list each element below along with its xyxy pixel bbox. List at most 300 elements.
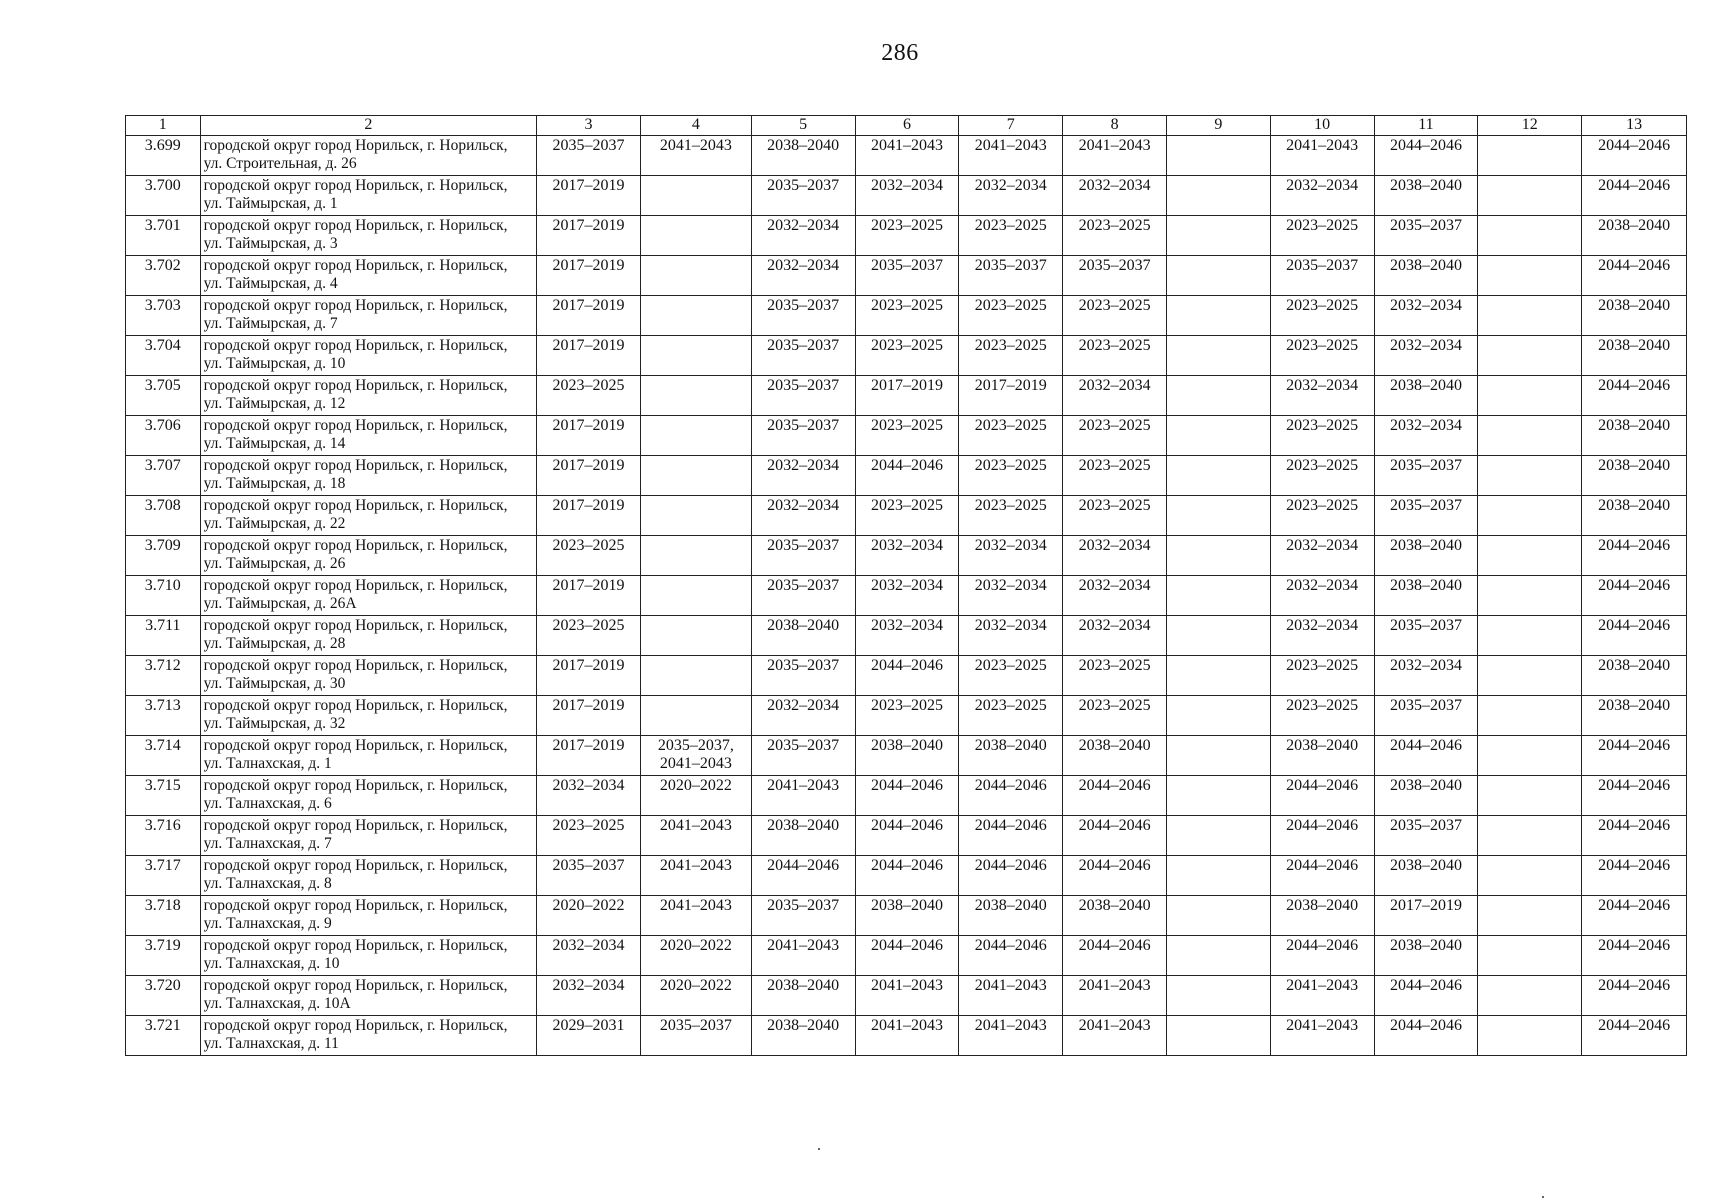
address-line-1: городской округ город Норильск, г. Норильск, bbox=[203, 217, 508, 234]
period-cell-12 bbox=[1478, 336, 1582, 376]
row-number: 3.715 bbox=[126, 776, 201, 816]
period-cell-13: 2044–2046 bbox=[1582, 936, 1687, 976]
period-cell-12 bbox=[1478, 1016, 1582, 1056]
header-row bbox=[126, 116, 1687, 136]
table-row bbox=[126, 856, 1687, 896]
period-cell-9 bbox=[1166, 976, 1270, 1016]
period-cell-9 bbox=[1166, 776, 1270, 816]
address-line-1: городской округ город Норильск, г. Норильск, bbox=[203, 1017, 508, 1034]
period-cell-5: 2035–2037 bbox=[751, 296, 855, 336]
period-cell-12 bbox=[1478, 216, 1582, 256]
period-cell-9 bbox=[1166, 536, 1270, 576]
period-cell-10: 2023–2025 bbox=[1270, 496, 1374, 536]
address-line-2: ул. Таймырская, д. 14 bbox=[203, 435, 346, 452]
period-cell-8: 2023–2025 bbox=[1063, 656, 1167, 696]
address-line-1: городской округ город Норильск, г. Норильск, bbox=[203, 177, 508, 194]
address-line-2: ул. Таймырская, д. 26 bbox=[203, 555, 346, 572]
table-row bbox=[126, 816, 1687, 856]
address-line-2: ул. Талнахская, д. 1 bbox=[203, 755, 332, 772]
address-cell bbox=[200, 176, 537, 216]
period-cell-4 bbox=[640, 176, 751, 216]
period-cell-12 bbox=[1478, 256, 1582, 296]
period-cell-7: 2032–2034 bbox=[959, 616, 1063, 656]
period-cell-8: 2044–2046 bbox=[1063, 776, 1167, 816]
period-cell-6: 2044–2046 bbox=[855, 456, 959, 496]
address-line-1: городской округ город Норильск, г. Норильск, bbox=[203, 137, 508, 154]
address-line-2: ул. Таймырская, д. 26А bbox=[203, 595, 357, 612]
period-cell-13: 2044–2046 bbox=[1582, 1016, 1687, 1056]
period-cell-6: 2023–2025 bbox=[855, 216, 959, 256]
period-cell-3: 2017–2019 bbox=[537, 336, 641, 376]
address-cell bbox=[200, 216, 537, 256]
table-row bbox=[126, 1016, 1687, 1056]
period-cell-8: 2023–2025 bbox=[1063, 296, 1167, 336]
period-cell-4: 2020–2022 bbox=[640, 936, 751, 976]
period-cell-13: 2044–2046 bbox=[1582, 376, 1687, 416]
period-cell-12 bbox=[1478, 736, 1582, 776]
period-cell-5: 2038–2040 bbox=[751, 816, 855, 856]
table-header bbox=[126, 116, 1687, 136]
period-cell-12 bbox=[1478, 376, 1582, 416]
period-cell-6: 2038–2040 bbox=[855, 896, 959, 936]
address-line-2: ул. Таймырская, д. 4 bbox=[203, 275, 338, 292]
period-cell-6: 2044–2046 bbox=[855, 656, 959, 696]
address-cell bbox=[200, 336, 537, 376]
period-cell-10: 2032–2034 bbox=[1270, 176, 1374, 216]
period-cell-12 bbox=[1478, 456, 1582, 496]
period-cell-8: 2032–2034 bbox=[1063, 576, 1167, 616]
period-cell-4: 2041–2043 bbox=[640, 856, 751, 896]
address-line-2: ул. Строительная, д. 26 bbox=[203, 155, 357, 172]
period-cell-11: 2038–2040 bbox=[1374, 576, 1478, 616]
period-cell-8: 2023–2025 bbox=[1063, 216, 1167, 256]
address-line-2: ул. Талнахская, д. 9 bbox=[203, 915, 332, 932]
row-number: 3.711 bbox=[126, 616, 201, 656]
period-cell-7: 2032–2034 bbox=[959, 536, 1063, 576]
period-cell-5: 2035–2037 bbox=[751, 896, 855, 936]
column-header-5: 5 bbox=[751, 116, 855, 136]
period-cell-3: 2035–2037 bbox=[537, 856, 641, 896]
address-line-2: ул. Таймырская, д. 30 bbox=[203, 675, 346, 692]
period-cell-3: 2017–2019 bbox=[537, 456, 641, 496]
row-number: 3.701 bbox=[126, 216, 201, 256]
period-cell-12 bbox=[1478, 976, 1582, 1016]
row-number: 3.719 bbox=[126, 936, 201, 976]
period-cell-4: 2035–2037 bbox=[640, 1016, 751, 1056]
address-cell bbox=[200, 896, 537, 936]
column-header-3: 3 bbox=[537, 116, 641, 136]
address-line-1: городской округ город Норильск, г. Норильск, bbox=[203, 337, 508, 354]
period-cell-10: 2041–2043 bbox=[1270, 136, 1374, 176]
period-cell-4 bbox=[640, 336, 751, 376]
period-cell-9 bbox=[1166, 936, 1270, 976]
row-number: 3.720 bbox=[126, 976, 201, 1016]
period-cell-13: 2038–2040 bbox=[1582, 296, 1687, 336]
period-cell-6: 2023–2025 bbox=[855, 496, 959, 536]
period-cell-3: 2020–2022 bbox=[537, 896, 641, 936]
period-cell-7: 2023–2025 bbox=[959, 696, 1063, 736]
period-cell-10: 2023–2025 bbox=[1270, 696, 1374, 736]
address-cell bbox=[200, 296, 537, 336]
address-line-1: городской округ город Норильск, г. Норильск, bbox=[203, 537, 508, 554]
row-number: 3.703 bbox=[126, 296, 201, 336]
period-cell-11: 2032–2034 bbox=[1374, 416, 1478, 456]
period-cell-3: 2023–2025 bbox=[537, 536, 641, 576]
column-header-8: 8 bbox=[1063, 116, 1167, 136]
period-cell-8: 2032–2034 bbox=[1063, 376, 1167, 416]
period-cell-11: 2032–2034 bbox=[1374, 336, 1478, 376]
address-cell bbox=[200, 776, 537, 816]
period-cell-3: 2035–2037 bbox=[537, 136, 641, 176]
period-cell-7: 2023–2025 bbox=[959, 336, 1063, 376]
address-cell bbox=[200, 496, 537, 536]
period-cell-10: 2032–2034 bbox=[1270, 616, 1374, 656]
period-cell-11: 2038–2040 bbox=[1374, 536, 1478, 576]
period-cell-10: 2035–2037 bbox=[1270, 256, 1374, 296]
period-cell-9 bbox=[1166, 136, 1270, 176]
period-cell-9 bbox=[1166, 296, 1270, 336]
period-cell-8: 2023–2025 bbox=[1063, 696, 1167, 736]
column-header-7: 7 bbox=[959, 116, 1063, 136]
period-cell-7: 2023–2025 bbox=[959, 496, 1063, 536]
period-cell-5: 2035–2037 bbox=[751, 416, 855, 456]
period-cell-3: 2032–2034 bbox=[537, 976, 641, 1016]
column-header-13: 13 bbox=[1582, 116, 1687, 136]
table-row bbox=[126, 416, 1687, 456]
period-cell-7: 2023–2025 bbox=[959, 296, 1063, 336]
period-cell-12 bbox=[1478, 576, 1582, 616]
address-cell bbox=[200, 696, 537, 736]
period-line-2: 2041–2043 bbox=[659, 755, 732, 772]
address-cell bbox=[200, 256, 537, 296]
address-line-1: городской округ город Норильск, г. Норильск, bbox=[203, 497, 508, 514]
period-cell-6: 2032–2034 bbox=[855, 536, 959, 576]
address-line-2: ул. Талнахская, д. 6 bbox=[203, 795, 332, 812]
period-cell-13: 2044–2046 bbox=[1582, 976, 1687, 1016]
period-cell-5: 2038–2040 bbox=[751, 616, 855, 656]
page-number: 286 bbox=[881, 40, 919, 66]
address-line-2: ул. Таймырская, д. 22 bbox=[203, 515, 346, 532]
period-cell-13: 2038–2040 bbox=[1582, 456, 1687, 496]
period-cell-3: 2032–2034 bbox=[537, 776, 641, 816]
period-cell-11: 2035–2037 bbox=[1374, 816, 1478, 856]
period-cell-4 bbox=[640, 536, 751, 576]
period-cell-7: 2032–2034 bbox=[959, 176, 1063, 216]
period-cell-4 bbox=[640, 736, 751, 776]
period-cell-9 bbox=[1166, 736, 1270, 776]
table-row bbox=[126, 296, 1687, 336]
period-cell-5: 2035–2037 bbox=[751, 176, 855, 216]
period-cell-11: 2038–2040 bbox=[1374, 936, 1478, 976]
period-cell-10: 2032–2034 bbox=[1270, 536, 1374, 576]
address-cell bbox=[200, 536, 537, 576]
address-cell bbox=[200, 936, 537, 976]
period-cell-8: 2023–2025 bbox=[1063, 456, 1167, 496]
table-row bbox=[126, 696, 1687, 736]
period-cell-6: 2041–2043 bbox=[855, 136, 959, 176]
period-cell-9 bbox=[1166, 496, 1270, 536]
address-cell bbox=[200, 616, 537, 656]
row-number: 3.709 bbox=[126, 536, 201, 576]
period-cell-13: 2038–2040 bbox=[1582, 216, 1687, 256]
period-cell-3: 2017–2019 bbox=[537, 296, 641, 336]
period-cell-6: 2032–2034 bbox=[855, 616, 959, 656]
period-cell-6: 2044–2046 bbox=[855, 776, 959, 816]
period-cell-8: 2044–2046 bbox=[1063, 816, 1167, 856]
period-cell-4: 2041–2043 bbox=[640, 816, 751, 856]
period-cell-12 bbox=[1478, 496, 1582, 536]
period-cell-6: 2032–2034 bbox=[855, 576, 959, 616]
address-line-1: городской округ город Норильск, г. Норильск, bbox=[203, 617, 508, 634]
period-cell-3: 2017–2019 bbox=[537, 256, 641, 296]
row-number: 3.718 bbox=[126, 896, 201, 936]
period-cell-8: 2032–2034 bbox=[1063, 176, 1167, 216]
row-number: 3.710 bbox=[126, 576, 201, 616]
period-cell-10: 2023–2025 bbox=[1270, 336, 1374, 376]
period-cell-9 bbox=[1166, 336, 1270, 376]
address-line-1: городской округ город Норильск, г. Норильск, bbox=[203, 737, 508, 754]
period-cell-9 bbox=[1166, 256, 1270, 296]
period-cell-11: 2044–2046 bbox=[1374, 136, 1478, 176]
period-cell-6: 2041–2043 bbox=[855, 976, 959, 1016]
column-header-12: 12 bbox=[1478, 116, 1582, 136]
period-cell-6: 2023–2025 bbox=[855, 696, 959, 736]
address-line-2: ул. Талнахская, д. 10А bbox=[203, 995, 351, 1012]
period-cell-8: 2044–2046 bbox=[1063, 936, 1167, 976]
period-cell-11: 2044–2046 bbox=[1374, 1016, 1478, 1056]
period-cell-5: 2035–2037 bbox=[751, 576, 855, 616]
period-cell-5: 2032–2034 bbox=[751, 496, 855, 536]
period-cell-5: 2035–2037 bbox=[751, 536, 855, 576]
period-cell-8: 2032–2034 bbox=[1063, 616, 1167, 656]
period-cell-7: 2032–2034 bbox=[959, 576, 1063, 616]
period-cell-12 bbox=[1478, 296, 1582, 336]
period-cell-9 bbox=[1166, 616, 1270, 656]
table-row bbox=[126, 336, 1687, 376]
scan-speck bbox=[1542, 1196, 1544, 1198]
period-cell-5: 2032–2034 bbox=[751, 216, 855, 256]
row-number: 3.721 bbox=[126, 1016, 201, 1056]
period-cell-3: 2017–2019 bbox=[537, 576, 641, 616]
address-line-1: городской округ город Норильск, г. Норильск, bbox=[203, 977, 508, 994]
period-cell-7: 2044–2046 bbox=[959, 816, 1063, 856]
period-cell-4 bbox=[640, 616, 751, 656]
period-cell-10: 2038–2040 bbox=[1270, 736, 1374, 776]
period-cell-9 bbox=[1166, 176, 1270, 216]
period-cell-13: 2044–2046 bbox=[1582, 256, 1687, 296]
address-line-2: ул. Талнахская, д. 11 bbox=[203, 1035, 339, 1052]
address-line-1: городской округ город Норильск, г. Норильск, bbox=[203, 817, 508, 834]
address-cell bbox=[200, 1016, 537, 1056]
period-cell-3: 2017–2019 bbox=[537, 736, 641, 776]
period-cell-10: 2044–2046 bbox=[1270, 856, 1374, 896]
period-cell-6: 2044–2046 bbox=[855, 856, 959, 896]
address-line-2: ул. Таймырская, д. 7 bbox=[203, 315, 338, 332]
period-cell-11: 2032–2034 bbox=[1374, 656, 1478, 696]
period-cell-8: 2023–2025 bbox=[1063, 496, 1167, 536]
address-line-1: городской округ город Норильск, г. Норильск, bbox=[203, 937, 508, 954]
period-cell-5: 2032–2034 bbox=[751, 456, 855, 496]
address-line-2: ул. Таймырская, д. 12 bbox=[203, 395, 346, 412]
column-header-10: 10 bbox=[1270, 116, 1374, 136]
address-line-1: городской округ город Норильск, г. Норильск, bbox=[203, 657, 508, 674]
period-cell-8: 2035–2037 bbox=[1063, 256, 1167, 296]
table-row bbox=[126, 176, 1687, 216]
period-cell-7: 2041–2043 bbox=[959, 136, 1063, 176]
period-cell-6: 2044–2046 bbox=[855, 936, 959, 976]
period-cell-9 bbox=[1166, 696, 1270, 736]
period-cell-10: 2032–2034 bbox=[1270, 376, 1374, 416]
period-cell-10: 2041–2043 bbox=[1270, 976, 1374, 1016]
table-row bbox=[126, 616, 1687, 656]
period-cell-5: 2032–2034 bbox=[751, 696, 855, 736]
period-cell-9 bbox=[1166, 416, 1270, 456]
period-cell-4 bbox=[640, 656, 751, 696]
period-cell-8: 2041–2043 bbox=[1063, 136, 1167, 176]
period-cell-6: 2023–2025 bbox=[855, 336, 959, 376]
period-cell-13: 2044–2046 bbox=[1582, 736, 1687, 776]
period-cell-13: 2044–2046 bbox=[1582, 176, 1687, 216]
period-cell-4 bbox=[640, 456, 751, 496]
period-cell-6: 2038–2040 bbox=[855, 736, 959, 776]
address-line-2: ул. Таймырская, д. 18 bbox=[203, 475, 346, 492]
period-cell-6: 2041–2043 bbox=[855, 1016, 959, 1056]
address-line-1: городской округ город Норильск, г. Норильск, bbox=[203, 297, 508, 314]
period-cell-12 bbox=[1478, 416, 1582, 456]
period-cell-7: 2017–2019 bbox=[959, 376, 1063, 416]
period-cell-13: 2038–2040 bbox=[1582, 336, 1687, 376]
period-line-1: 2035–2037, bbox=[657, 737, 734, 754]
period-cell-4: 2041–2043 bbox=[640, 136, 751, 176]
table-row bbox=[126, 576, 1687, 616]
period-cell-8: 2032–2034 bbox=[1063, 536, 1167, 576]
period-cell-7: 2044–2046 bbox=[959, 936, 1063, 976]
period-cell-12 bbox=[1478, 656, 1582, 696]
period-cell-6: 2044–2046 bbox=[855, 816, 959, 856]
period-cell-10: 2023–2025 bbox=[1270, 416, 1374, 456]
row-number: 3.704 bbox=[126, 336, 201, 376]
period-cell-4 bbox=[640, 296, 751, 336]
address-cell bbox=[200, 736, 537, 776]
period-cell-10: 2023–2025 bbox=[1270, 656, 1374, 696]
period-cell-11: 2035–2037 bbox=[1374, 496, 1478, 536]
period-cell-7: 2023–2025 bbox=[959, 456, 1063, 496]
period-cell-11: 2038–2040 bbox=[1374, 776, 1478, 816]
table-row bbox=[126, 656, 1687, 696]
period-cell-9 bbox=[1166, 1016, 1270, 1056]
period-cell-3: 2032–2034 bbox=[537, 936, 641, 976]
period-cell-6: 2035–2037 bbox=[855, 256, 959, 296]
address-line-2: ул. Талнахская, д. 8 bbox=[203, 875, 332, 892]
table-row bbox=[126, 136, 1687, 176]
period-cell-3: 2017–2019 bbox=[537, 216, 641, 256]
period-cell-7: 2023–2025 bbox=[959, 416, 1063, 456]
period-cell-6: 2017–2019 bbox=[855, 376, 959, 416]
period-cell-10: 2038–2040 bbox=[1270, 896, 1374, 936]
table-row bbox=[126, 936, 1687, 976]
address-line-1: городской округ город Норильск, г. Норильск, bbox=[203, 417, 508, 434]
period-cell-10: 2044–2046 bbox=[1270, 936, 1374, 976]
period-cell-9 bbox=[1166, 856, 1270, 896]
column-header-11: 11 bbox=[1374, 116, 1478, 136]
period-cell-9 bbox=[1166, 896, 1270, 936]
period-cell-11: 2038–2040 bbox=[1374, 256, 1478, 296]
table-row bbox=[126, 736, 1687, 776]
address-cell bbox=[200, 456, 537, 496]
period-cell-3: 2017–2019 bbox=[537, 416, 641, 456]
address-line-1: городской округ город Норильск, г. Норильск, bbox=[203, 377, 508, 394]
period-cell-8: 2041–2043 bbox=[1063, 976, 1167, 1016]
period-cell-5: 2035–2037 bbox=[751, 656, 855, 696]
column-header-2: 2 bbox=[200, 116, 537, 136]
period-cell-13: 2044–2046 bbox=[1582, 616, 1687, 656]
period-cell-8: 2041–2043 bbox=[1063, 1016, 1167, 1056]
address-line-1: городской округ город Норильск, г. Норильск, bbox=[203, 457, 508, 474]
period-cell-4 bbox=[640, 696, 751, 736]
table-row bbox=[126, 216, 1687, 256]
period-cell-9 bbox=[1166, 816, 1270, 856]
period-cell-12 bbox=[1478, 176, 1582, 216]
period-cell-7: 2044–2046 bbox=[959, 856, 1063, 896]
table-row bbox=[126, 256, 1687, 296]
period-cell-7: 2044–2046 bbox=[959, 776, 1063, 816]
period-cell-7: 2023–2025 bbox=[959, 216, 1063, 256]
period-cell-10: 2032–2034 bbox=[1270, 576, 1374, 616]
address-line-1: городской округ город Норильск, г. Норильск, bbox=[203, 257, 508, 274]
period-cell-7: 2035–2037 bbox=[959, 256, 1063, 296]
period-cell-11: 2044–2046 bbox=[1374, 736, 1478, 776]
period-cell-5: 2044–2046 bbox=[751, 856, 855, 896]
period-cell-5: 2035–2037 bbox=[751, 736, 855, 776]
period-cell-12 bbox=[1478, 856, 1582, 896]
period-cell-7: 2041–2043 bbox=[959, 976, 1063, 1016]
period-cell-10: 2023–2025 bbox=[1270, 296, 1374, 336]
row-number: 3.712 bbox=[126, 656, 201, 696]
address-line-2: ул. Талнахская, д. 10 bbox=[203, 955, 340, 972]
period-cell-4 bbox=[640, 256, 751, 296]
period-cell-11: 2032–2034 bbox=[1374, 296, 1478, 336]
period-cell-6: 2023–2025 bbox=[855, 416, 959, 456]
period-cell-7: 2023–2025 bbox=[959, 656, 1063, 696]
period-cell-4: 2020–2022 bbox=[640, 776, 751, 816]
table-row bbox=[126, 496, 1687, 536]
period-cell-12 bbox=[1478, 816, 1582, 856]
row-number: 3.714 bbox=[126, 736, 201, 776]
table-row bbox=[126, 376, 1687, 416]
address-line-2: ул. Таймырская, д. 10 bbox=[203, 355, 346, 372]
period-cell-13: 2044–2046 bbox=[1582, 896, 1687, 936]
period-cell-3: 2017–2019 bbox=[537, 496, 641, 536]
address-cell bbox=[200, 856, 537, 896]
row-number: 3.705 bbox=[126, 376, 201, 416]
period-cell-9 bbox=[1166, 376, 1270, 416]
schedule-table bbox=[125, 115, 1687, 1056]
period-cell-5: 2038–2040 bbox=[751, 136, 855, 176]
period-cell-6: 2023–2025 bbox=[855, 296, 959, 336]
row-number: 3.702 bbox=[126, 256, 201, 296]
period-cell-9 bbox=[1166, 216, 1270, 256]
address-line-2: ул. Таймырская, д. 28 bbox=[203, 635, 346, 652]
row-number: 3.699 bbox=[126, 136, 201, 176]
address-line-1: городской округ город Норильск, г. Норильск, bbox=[203, 577, 508, 594]
row-number: 3.717 bbox=[126, 856, 201, 896]
period-cell-3: 2017–2019 bbox=[537, 176, 641, 216]
period-cell-8: 2038–2040 bbox=[1063, 736, 1167, 776]
period-cell-11: 2035–2037 bbox=[1374, 696, 1478, 736]
period-cell-7: 2038–2040 bbox=[959, 896, 1063, 936]
period-cell-4 bbox=[640, 496, 751, 536]
address-line-1: городской округ город Норильск, г. Норильск, bbox=[203, 897, 508, 914]
